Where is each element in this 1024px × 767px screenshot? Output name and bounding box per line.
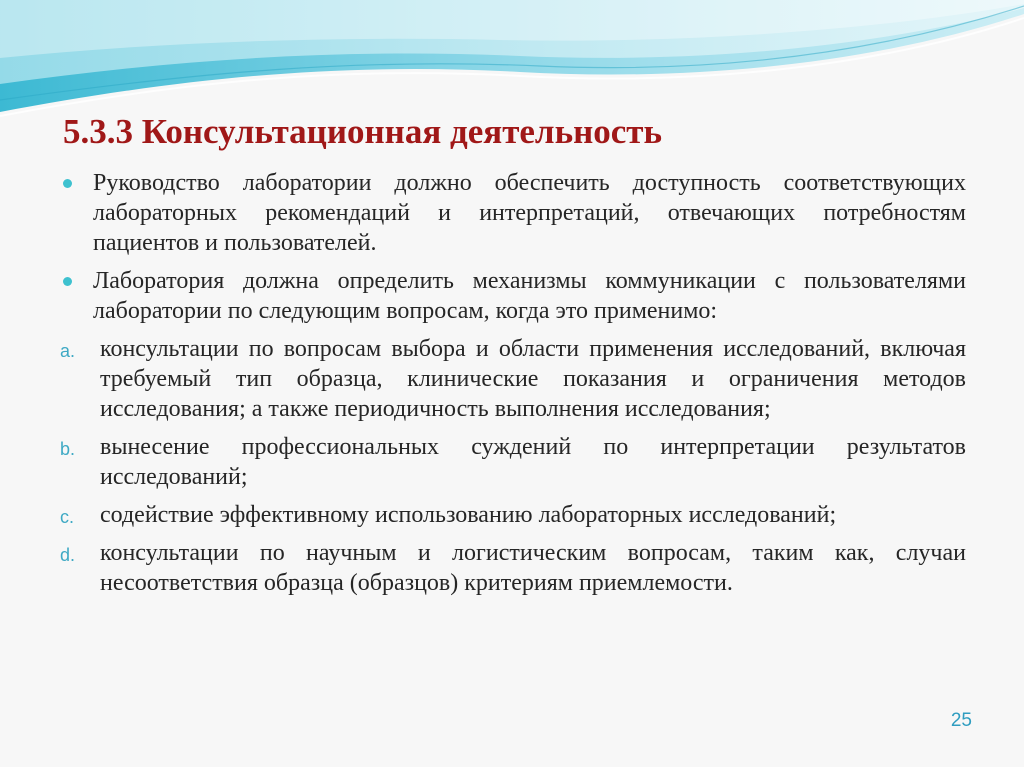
slide-body <box>60 168 966 598</box>
list-item-b <box>60 432 966 492</box>
list-item-d <box>60 538 966 598</box>
wave-banner <box>0 0 1024 120</box>
list-item-text: консультации по вопросам выбора и области применения исследований, включая требуемый тип образца, клинические показания и ограничения методов исследования; а также периодичность выполнения исследования; <box>100 336 966 422</box>
list-item-text: вынесение профессиональных суждений по интерпретации результатов исследований; <box>100 434 966 490</box>
list-item-c <box>60 500 966 530</box>
bullet-dot-icon <box>63 277 72 286</box>
page-number: 25 <box>950 710 972 731</box>
list-marker: a. <box>60 341 76 361</box>
list-item-a <box>60 334 966 424</box>
list-marker: c. <box>60 507 75 527</box>
list-item-text: содействие эффективному использованию лабораторных исследований; <box>100 502 837 528</box>
list-marker: b. <box>60 439 76 459</box>
list-item-text: консультации по научным и логистическим вопросам, таким как, случаи несоответствия образца (образцов) критериям приемлемости. <box>100 540 966 596</box>
bullet-text: Лаборатория должна определить механизмы коммуникации с пользователями лаборатории по следующим вопросам, когда это применимо: <box>93 268 966 324</box>
bullet-dot-icon <box>63 179 72 188</box>
bullet-item <box>60 168 966 258</box>
bullet-text: Руководство лаборатории должно обеспечить доступность соответствующих лабораторных рекомендаций и интерпретаций, отвечающих потребностям пациентов и пользователей. <box>93 170 966 256</box>
list-marker: d. <box>60 545 76 565</box>
slide-title: 5.3.3 Консультационная деятельность <box>63 112 662 151</box>
bullet-item <box>60 266 966 326</box>
